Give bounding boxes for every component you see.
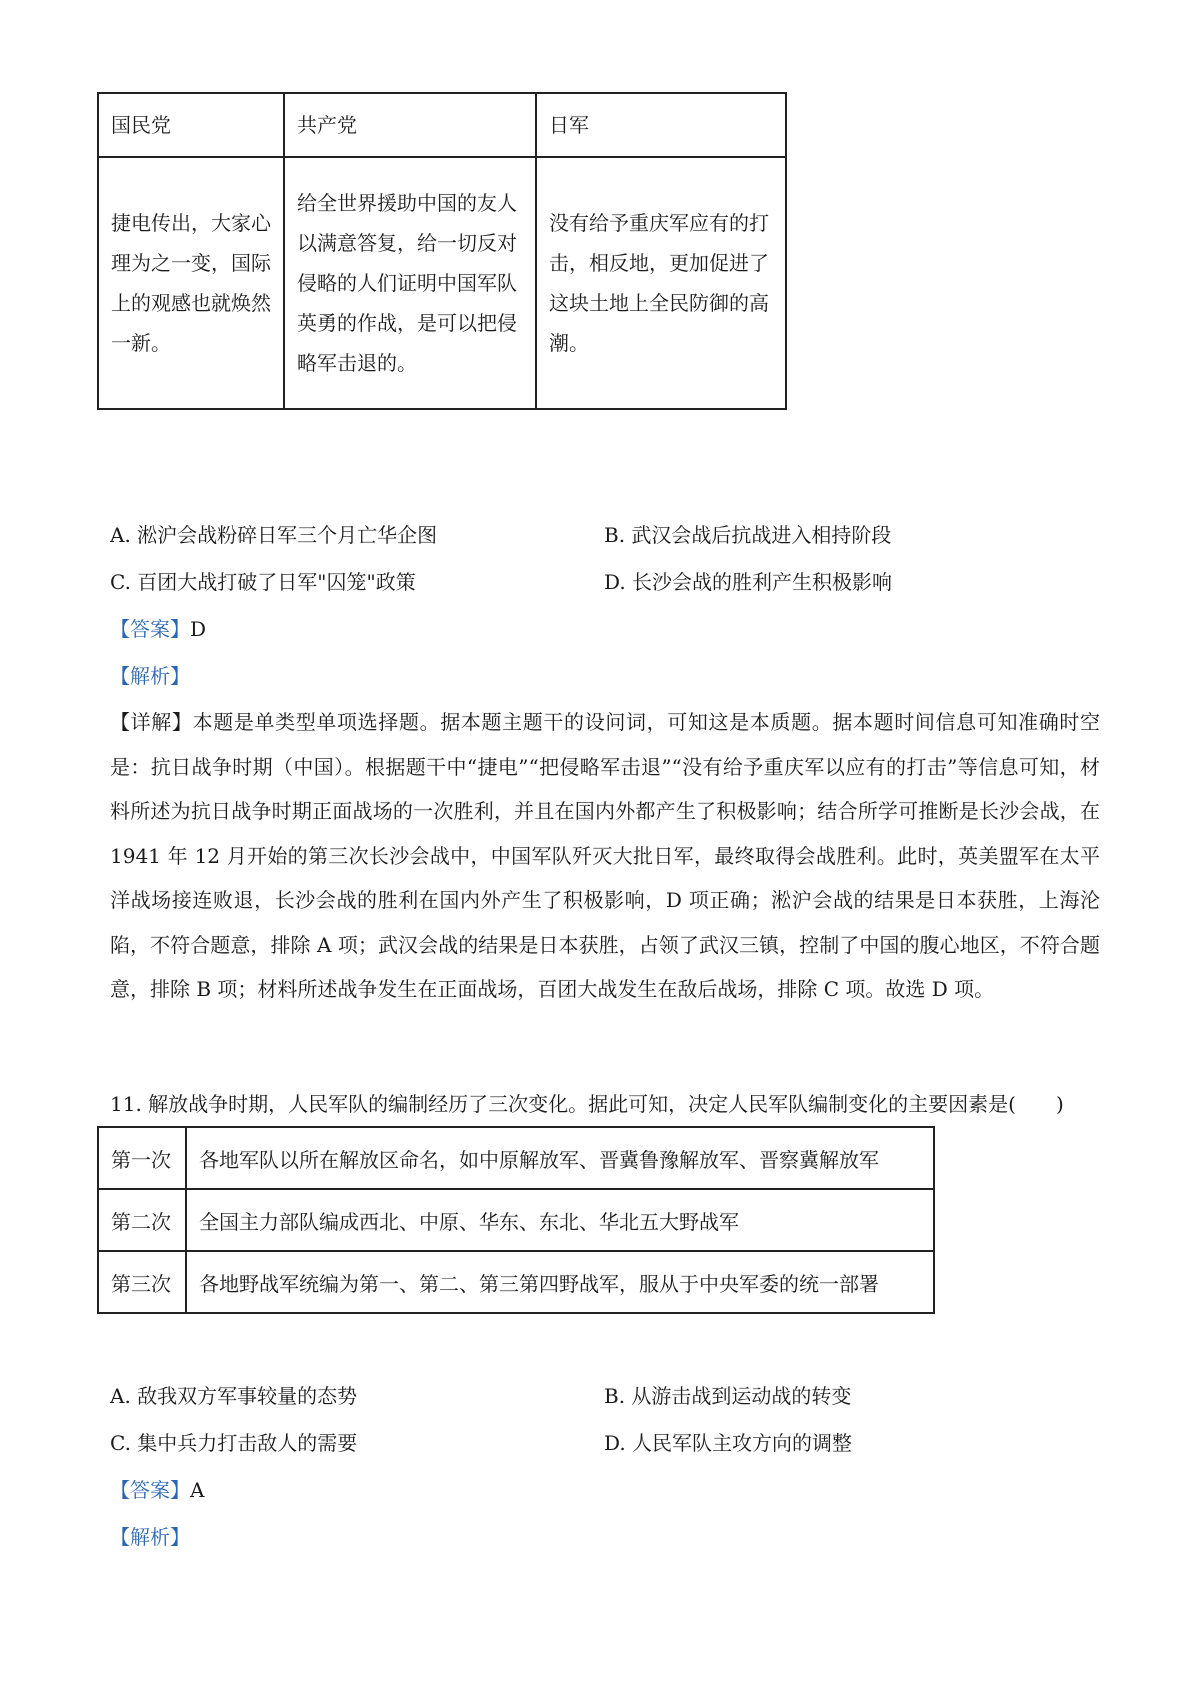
detail-tag: 【详解】 [110,710,193,734]
row-content: 各地军队以所在解放区命名，如中原解放军、晋冀鲁豫解放军、晋察冀解放军 [186,1127,934,1189]
table-cell-ccp: 给全世界援助中国的友人以满意答复，给一切反对侵略的人们证明中国军队英勇的作战，是可以把侵略军击退的。 [284,157,536,409]
answer-value: D [190,617,207,641]
q11-analysis-tag: 【解析】 [110,1525,190,1549]
detail-text: 本题是单类型单项选择题。据本题主题干的设问词，可知这是本质题。据本题时间信息可知准确时空是：抗日战争时期（中国）。根据题干中“捷电”“把侵略军击退”“没有给予重庆军以应有的打击”等信息可知，材料所述为抗日战争时期正面战场的一次胜利，并且在国内外都产生了积极影响；结合所学可推断是长沙会战，在 1941 年 12 月开始的第三次长沙会战中，中国军队歼灭大批日军，最终取得会战胜利。此时，英美盟军在太平洋战场接连败退，长沙会战的胜利在国内外产生了积极影响，D 项正确；淞沪会战的结果是日本获胜，上海沦陷，不符合题意，排除 A 项；武汉会战的结果是日本获胜，占领了武汉三镇，控制了中国的腹心地区，不符合题意，排除 B 项；材料所述战争发生在正面战场，百团大战发生在敌后战场，排除 C 项。故选 D 项。 [110,710,1101,1001]
q10-analysis-tag: 【解析】 [110,664,190,688]
q11-option-a: A. 敌我双方军事较量的态势 [110,1384,358,1408]
row-label: 第二次 [98,1189,186,1251]
answer-tag: 【答案】 [110,1478,190,1502]
table-header-ccp: 共产党 [284,93,536,157]
answer-value: A [190,1478,205,1502]
table-cell-kmt: 捷电传出，大家心理为之一变，国际上的观感也就焕然一新。 [98,157,284,409]
table-header-japanese-army: 日军 [536,93,786,157]
table-row [98,1189,934,1251]
row-label: 第三次 [98,1251,186,1313]
answer-tag: 【答案】 [110,617,190,641]
table-row [98,1127,934,1189]
q11-option-b: B. 从游击战到运动战的转变 [604,1384,852,1408]
q11-table [97,1126,935,1314]
q10-option-c: C. 百团大战打破了日军"囚笼"政策 [110,570,416,594]
q10-detail-paragraph [110,700,1100,1012]
table-row [98,1251,934,1313]
q10-answer [110,613,206,642]
q10-option-b: B. 武汉会战后抗战进入相持阶段 [604,523,892,547]
row-content: 全国主力部队编成西北、中原、华东、东北、华北五大野战军 [186,1189,934,1251]
q11-option-c: C. 集中兵力打击敌人的需要 [110,1431,358,1455]
q11-stem: 11. 解放战争时期，人民军队的编制经历了三次变化。据此可知，决定人民军队编制变化的主要因素是( ) [110,1092,1064,1116]
row-label: 第一次 [98,1127,186,1189]
row-content: 各地野战军统编为第一、第二、第三第四野战军，服从于中央军委的统一部署 [186,1251,934,1313]
q11-answer [110,1474,204,1503]
q10-material-table [97,92,787,410]
table-header-kmt: 国民党 [98,93,284,157]
table-cell-japanese-army: 没有给予重庆军应有的打击，相反地，更加促进了这块土地上全民防御的高潮。 [536,157,786,409]
q11-option-d: D. 人民军队主攻方向的调整 [604,1431,853,1455]
q10-option-a: A. 淞沪会战粉碎日军三个月亡华企图 [110,523,438,547]
q10-option-d: D. 长沙会战的胜利产生积极影响 [604,570,893,594]
